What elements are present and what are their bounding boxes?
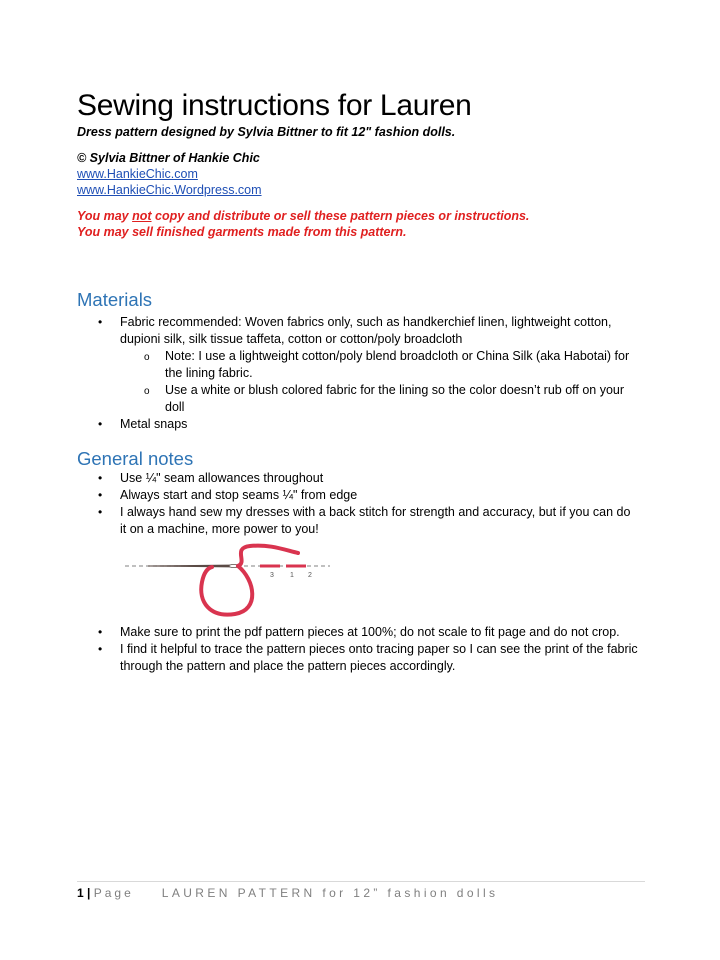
general-notes-list-continued <box>0 624 640 675</box>
stitch-label-2: 2 <box>308 572 312 579</box>
needle-icon <box>148 565 241 568</box>
stitch-label-1: 1 <box>290 572 294 579</box>
copy-warning-not: not <box>132 209 152 223</box>
seam-allowance-text: Use ¼" seam allowances throughout <box>120 471 324 485</box>
list-item <box>0 314 640 348</box>
list-item <box>0 470 640 487</box>
stitch-label-3: 3 <box>270 572 274 579</box>
bullet-icon: • <box>98 505 103 519</box>
page-footer <box>77 885 498 901</box>
list-item <box>0 624 640 641</box>
materials-list <box>0 314 640 433</box>
copy-warning-suffix: copy and distribute or sell these pattern pieces or instructions. <box>151 209 530 223</box>
back-stitch-text: I always hand sew my dresses with a back stitch for strength and accuracy, but if you can do it on a machine, more power to you! <box>120 505 631 536</box>
sell-notice: You may sell finished garments made from this pattern. <box>77 225 407 239</box>
circle-bullet-icon: o <box>144 386 150 397</box>
footer-divider <box>77 881 645 882</box>
tracing-paper-text: I find it helpful to trace the pattern pieces onto tracing paper so I can see the print of the fabric through the pattern and place the pattern pieces accordingly. <box>120 642 638 673</box>
list-item <box>0 382 640 416</box>
circle-bullet-icon: o <box>144 352 150 363</box>
thread-upper <box>238 546 298 566</box>
materials-lining-note: Note: I use a lightweight cotton/poly blend broadcloth or China Silk (aka Habotai) for the lining fabric. <box>165 349 630 380</box>
list-item <box>0 348 640 382</box>
list-item <box>0 504 640 538</box>
page-word: Page <box>93 886 134 900</box>
general-notes-heading: General notes <box>77 448 194 469</box>
bullet-icon: • <box>98 417 103 431</box>
copy-warning <box>77 208 529 224</box>
footer-text: LAUREN PATTERN for 12” fashion dolls <box>161 886 499 900</box>
footer-separator: | <box>87 886 91 900</box>
copyright-line: © Sylvia Bittner of Hankie Chic <box>77 151 260 165</box>
bullet-icon: • <box>98 625 103 639</box>
website-link[interactable]: www.HankieChic.com <box>77 167 198 181</box>
copy-warning-prefix: You may <box>77 209 133 223</box>
document-title: Sewing instructions for Lauren <box>77 89 472 122</box>
document-subtitle: Dress pattern designed by Sylvia Bittner to fit 12" fashion dolls. <box>77 125 456 139</box>
page-number: 1 <box>77 886 84 900</box>
bullet-icon: • <box>98 315 103 329</box>
back-stitch-illustration <box>120 540 350 620</box>
materials-fabric-text: Fabric recommended: Woven fabrics only, such as handkerchief linen, lightweight cotton, dupioni silk, silk tissue taffeta, cotton or cotton/poly broadcloth <box>120 315 612 346</box>
bullet-icon: • <box>98 471 103 485</box>
bullet-icon: • <box>98 488 103 502</box>
materials-lining-color-note: Use a white or blush colored fabric for the lining so the color doesn’t rub off on your doll <box>165 383 625 414</box>
start-stop-text: Always start and stop seams ¼" from edge <box>120 488 358 502</box>
general-notes-list <box>0 470 640 538</box>
bullet-icon: • <box>98 642 103 656</box>
thread-loop <box>201 566 252 615</box>
blog-link[interactable]: www.HankieChic.Wordpress.com <box>77 183 262 197</box>
materials-heading: Materials <box>77 289 153 310</box>
list-item <box>0 487 640 504</box>
list-item <box>0 416 640 433</box>
materials-snaps-text: Metal snaps <box>120 417 188 431</box>
list-item <box>0 641 640 675</box>
print-scale-text: Make sure to print the pdf pattern pieces at 100%; do not scale to fit page and do not crop. <box>120 625 620 639</box>
